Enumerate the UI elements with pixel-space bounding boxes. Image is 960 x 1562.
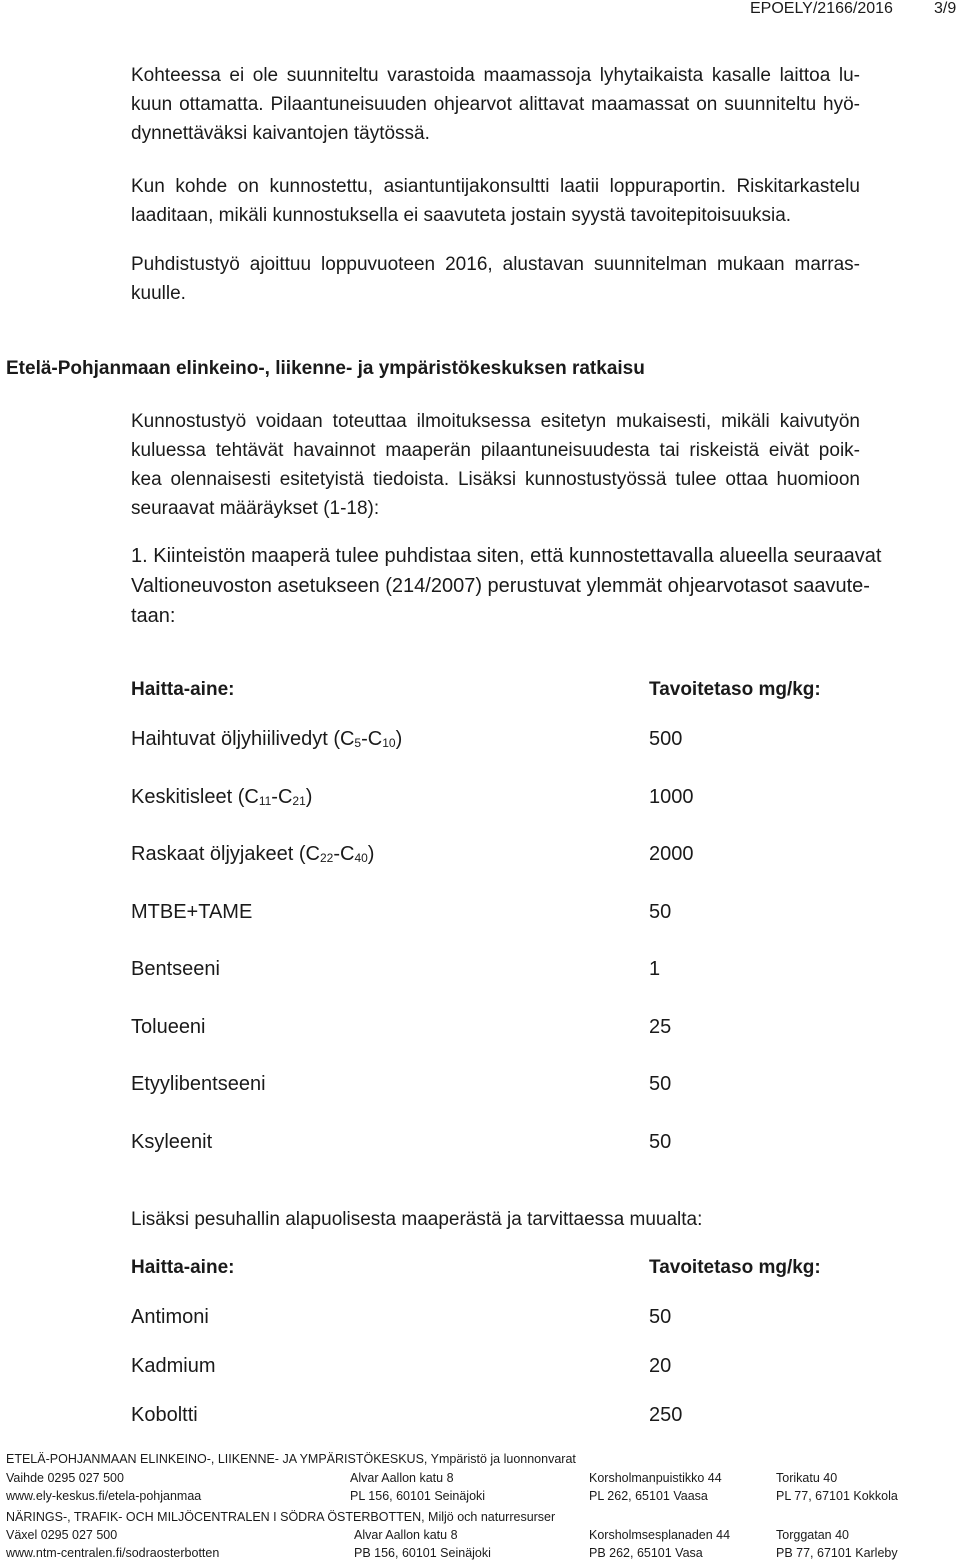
text-line: Valtioneuvoston asetukseen (214/2007) perustuvat ylemmät ohjearvotasot saavute-	[131, 575, 870, 597]
text-line: kea olennaisesti esitetyistä tiedoista. Lisäksi kunnostustyössä tulee ottaa huomioon	[131, 469, 860, 490]
substance-name: -C	[361, 728, 383, 750]
substance-name: -C	[333, 843, 355, 865]
subscript: 11	[258, 794, 272, 808]
footer-phone-sv: Växel 0295 027 500	[6, 1528, 118, 1542]
paragraph-5	[131, 541, 882, 631]
text-line: taan:	[131, 605, 176, 627]
column-header-target: Tavoitetaso mg/kg:	[649, 679, 821, 700]
substance-name: Haihtuvat öljyhiilivedyt (C	[131, 728, 355, 750]
footer-postbox-seinajoki: PL 156, 60101 Seinäjoki	[350, 1489, 486, 1503]
table-row-value: 50	[649, 1306, 672, 1328]
table-row-value: 2000	[649, 843, 694, 865]
footer-postbox-seinajoki-sv: PB 156, 60101 Seinäjoki	[354, 1546, 491, 1560]
table-row-value: 25	[649, 1016, 672, 1038]
text-line: Kunnostustyö voidaan toteuttaa ilmoituksessa esitetyn mukaisesti, mikäli kaivutyön	[131, 411, 860, 432]
footer-title-sv: NÄRINGS-, TRAFIK- OCH MILJÖCENTRALEN I SÖDRA ÖSTERBOTTEN, Miljö och naturresurser	[6, 1510, 556, 1524]
footer-title-fi: ETELÄ-POHJANMAAN ELINKEINO-, LIIKENNE- JA YMPÄRISTÖKESKUS, Ympäristö ja luonnonvarat	[6, 1452, 576, 1466]
table-row-name	[131, 728, 402, 751]
text-line: kuluessa tehtävät havainnot maaperän pilaantuneisuudesta tai riskeistä eivät poik-	[131, 440, 860, 461]
paragraph-3	[131, 250, 860, 308]
footer-website-fi[interactable]: www.ely-keskus.fi/etela-pohjanmaa	[6, 1489, 202, 1503]
paragraph-4	[131, 407, 860, 523]
table-row-name: Kadmium	[131, 1355, 216, 1377]
subscript: 21	[292, 794, 306, 808]
text-line: Puhdistustyö ajoittuu loppuvuoteen 2016, alustavan suunnitelman mukaan marras-	[131, 254, 860, 275]
substance-name: Raskaat öljyjakeet (C	[131, 843, 320, 865]
subscript: 10	[382, 736, 396, 750]
footer-website-sv[interactable]: www.ntm-centralen.fi/sodraosterbotten	[6, 1546, 220, 1560]
footer-address-seinajoki: Alvar Aallon katu 8	[350, 1471, 454, 1485]
substance-name: -C	[271, 786, 293, 808]
footer-address-karleby-sv: Torggatan 40	[776, 1528, 849, 1542]
table-row-value: 1000	[649, 786, 694, 808]
subscript: 22	[319, 851, 334, 865]
table-row-name	[131, 843, 374, 866]
text-line: dynnettäväksi kaivantojen täytössä.	[131, 123, 430, 144]
text-line: seuraavat määräykset (1-18):	[131, 498, 380, 519]
column-header-substance: Haitta-aine:	[131, 679, 235, 700]
table-row-value: 20	[649, 1355, 672, 1377]
substance-name: Keskitisleet (C	[131, 786, 259, 808]
document-reference: EPOELY/2166/2016	[750, 0, 893, 17]
substance-name: )	[395, 728, 403, 750]
footer-phone-fi: Vaihde 0295 027 500	[6, 1471, 124, 1485]
text-line: Kun kohde on kunnostettu, asiantuntijakonsultti laatii loppuraportin. Riskitarkastelu	[131, 176, 860, 197]
paragraph-2	[131, 172, 860, 230]
table-row-value: 50	[649, 1073, 672, 1095]
table-row-value: 500	[649, 728, 683, 750]
subscript: 5	[354, 736, 362, 750]
table-row-name: MTBE+TAME	[131, 901, 253, 923]
footer-postbox-vaasa: PL 262, 65101 Vaasa	[589, 1489, 708, 1503]
section-heading: Etelä-Pohjanmaan elinkeino-, liikenne- ja ympäristökeskuksen ratkaisu	[6, 358, 645, 379]
text-line: Kohteessa ei ole suunniteltu varastoida maamassoja lyhytaikaista kasalle laittoa lu-	[131, 65, 860, 86]
table-row-name: Ksyleenit	[131, 1131, 213, 1153]
footer-postbox-karleby-sv: PB 77, 67101 Karleby	[776, 1546, 898, 1560]
footer-address-kokkola: Torikatu 40	[776, 1471, 838, 1485]
additional-note: Lisäksi pesuhallin alapuolisesta maaperästä ja tarvittaessa muualta:	[131, 1209, 703, 1230]
text-line: kuun ottamatta. Pilaantuneisuuden ohjearvot alittavat maamassat on suunniteltu hyö-	[131, 94, 860, 115]
table-row-value: 50	[649, 901, 672, 923]
footer-address-vasa-sv: Korsholmsesplanaden 44	[589, 1528, 731, 1542]
table-row-value: 50	[649, 1131, 672, 1153]
footer-postbox-kokkola: PL 77, 67101 Kokkola	[776, 1489, 898, 1503]
table-row-name: Koboltti	[131, 1404, 198, 1426]
table-row-value: 1	[649, 958, 661, 980]
table-row-name: Etyylibentseeni	[131, 1073, 266, 1095]
table-row-name: Bentseeni	[131, 958, 220, 980]
substance-name: )	[367, 843, 375, 865]
paragraph-1	[131, 61, 860, 148]
table-row-value: 250	[649, 1404, 683, 1426]
text-line: kuulle.	[131, 283, 186, 304]
text-line: laaditaan, mikäli kunnostuksella ei saavuteta jostain syystä tavoitepitoisuuksia.	[131, 205, 792, 226]
table-row-name: Tolueeni	[131, 1016, 206, 1038]
table-row-name: Antimoni	[131, 1306, 209, 1328]
page-footer	[0, 1452, 960, 1560]
text-line: 1. Kiinteistön maaperä tulee puhdistaa siten, että kunnostettavalla alueella seuraavat	[131, 545, 882, 567]
table-row-name	[131, 786, 312, 809]
substance-name: )	[305, 786, 313, 808]
footer-postbox-vasa-sv: PB 262, 65101 Vasa	[589, 1546, 703, 1560]
column-header-target: Tavoitetaso mg/kg:	[649, 1257, 821, 1278]
footer-address-vaasa: Korsholmanpuistikko 44	[589, 1471, 722, 1485]
page-number: 3/9	[934, 0, 957, 17]
page-header	[0, 0, 960, 28]
footer-address-seinajoki-sv: Alvar Aallon katu 8	[354, 1528, 458, 1542]
column-header-substance: Haitta-aine:	[131, 1257, 235, 1278]
subscript: 40	[354, 851, 368, 865]
